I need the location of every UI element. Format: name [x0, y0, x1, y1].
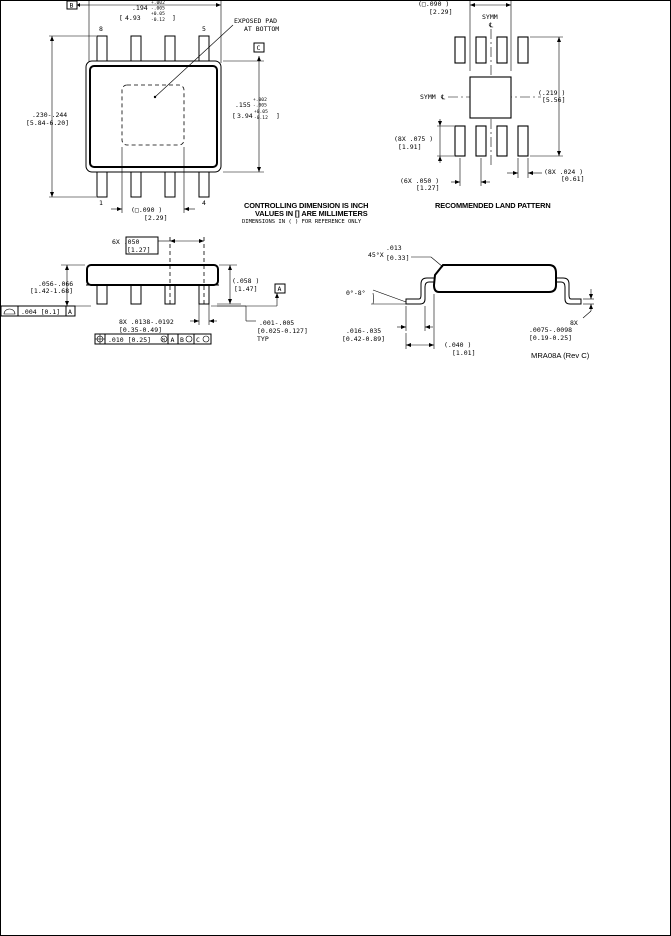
land-pattern — [394, 1, 584, 210]
end-view-body — [434, 265, 556, 292]
land-pad-4 — [518, 126, 528, 156]
pin-8-label: 8 — [99, 25, 103, 33]
position-datum-b: B — [180, 336, 184, 344]
svg-text:]: ] — [276, 112, 280, 120]
land-pad-width-mm: [0.61] — [561, 175, 585, 183]
lead-length-mm: [1.01] — [452, 349, 476, 357]
lead-2 — [131, 169, 141, 197]
body-width-tol-minus: -.005 — [253, 103, 267, 109]
symm-left-label: SYMM — [420, 93, 436, 101]
controlling-note-2: VALUES IN [] ARE MILLIMETERS — [255, 209, 368, 218]
package-drawing — [1, 1, 670, 935]
notes — [242, 201, 368, 225]
side-pitch-mm: [1.27] — [127, 246, 151, 254]
land-pitch-in: (6X .050 ) — [400, 177, 440, 185]
land-pad-length-mm: [1.91] — [398, 143, 422, 151]
svg-text:[: [ — [119, 14, 123, 22]
pin-1-label: 1 — [99, 199, 103, 207]
body-width-mm-plus: +0.05 — [254, 110, 268, 115]
land-pad-size-mm: [2.29] — [429, 8, 453, 16]
datum-a-label: A — [277, 285, 282, 293]
thickness-mm: [0.19-0.25] — [529, 334, 573, 342]
lead-7 — [131, 36, 141, 64]
land-pad-3 — [497, 126, 507, 156]
pad-size-in: (□.090 ) — [131, 206, 163, 214]
foot-angle: 0°-8° — [346, 289, 366, 297]
side-lead-2 — [131, 285, 141, 304]
exposed-pad-note-1: EXPOSED PAD — [234, 17, 278, 25]
body-length-mm-minus: -0.12 — [151, 18, 165, 23]
side-pitch-in: 6X .050 — [112, 238, 140, 246]
body-height-mm: [1.47] — [234, 285, 258, 293]
overall-height-in: .056-.066 — [38, 280, 74, 288]
chamfer-mm: [0.33] — [386, 254, 410, 262]
flatness-symbol-cell — [1, 306, 18, 316]
end-view-lead-left — [406, 278, 434, 304]
chamfer-in: .013 — [386, 244, 402, 252]
body-length-tol-plus: +.002 — [151, 1, 165, 6]
standoff-in: .001-.005 — [259, 319, 295, 327]
thickness-in: .0075-.0098 — [529, 326, 573, 334]
thickness-count: 8X — [570, 319, 578, 327]
land-thermal-pad — [470, 77, 511, 118]
land-pad-7 — [476, 37, 486, 63]
land-span-mm: [5.56] — [542, 96, 566, 104]
lead-3 — [165, 169, 175, 197]
foot-length-mm: [0.42-0.89] — [342, 335, 386, 343]
lead-5 — [199, 36, 209, 64]
svg-text:[: [ — [232, 112, 236, 120]
drawing-reference: MRA08A (Rev C) — [531, 351, 590, 360]
body-height-in: (.058 ) — [232, 277, 260, 285]
pin-5-label: 5 — [202, 25, 206, 33]
standoff-mm: [0.025-0.127] — [257, 327, 308, 335]
chamfer-prefix: 45°X — [368, 251, 384, 259]
position-datum-a: A — [170, 336, 175, 344]
controlling-note-3: DIMENSIONS IN ( ) FOR REFERENCE ONLY — [242, 219, 362, 225]
svg-text:℄: ℄ — [489, 21, 494, 29]
body-length-mm: 4.93 — [125, 14, 141, 22]
land-pad-1 — [455, 126, 465, 156]
end-view — [342, 244, 594, 360]
land-pad-2 — [476, 126, 486, 156]
body-width-mm: 3.94 — [237, 112, 253, 120]
body-width-in: .155 — [235, 101, 251, 109]
land-pad-size-in: (□.090 ) — [418, 1, 450, 8]
body-length-mm-plus: +0.05 — [151, 12, 165, 17]
package-body-outline — [86, 61, 221, 172]
land-pad-6 — [497, 37, 507, 63]
flatness-datum: A — [68, 308, 72, 316]
side-lead-1 — [97, 285, 107, 304]
land-pattern-title: RECOMMENDED LAND PATTERN — [435, 201, 551, 210]
lead-length-in: (.040 ) — [444, 341, 472, 349]
datum-c-label: C — [256, 44, 261, 52]
overall-width-in: .230-.244 — [32, 111, 68, 119]
body-width-tol-plus: +.002 — [253, 98, 267, 103]
lead-4 — [199, 169, 209, 197]
position-value: .010 [0.25] — [108, 336, 152, 344]
land-pad-5 — [518, 37, 528, 63]
end-view-lead-right — [556, 278, 581, 304]
overall-width-mm: [5.84-6.20] — [26, 119, 70, 127]
side-view — [1, 237, 308, 344]
body-width-mm-minus: -0.12 — [254, 116, 268, 121]
svg-text:℄: ℄ — [441, 93, 446, 101]
controlling-note-1: CONTROLLING DIMENSION IS INCH — [244, 201, 369, 210]
symm-top-label: SYMM — [482, 13, 498, 21]
position-datum-c: C — [196, 336, 200, 344]
pad-size-mm: [2.29] — [144, 214, 168, 222]
lead-1 — [97, 169, 107, 197]
flatness-value: .004 [0.1] — [21, 308, 61, 316]
body-length-in: .194 — [132, 4, 148, 12]
profile-icon — [4, 309, 15, 314]
land-pad-width-in: (8X .024 ) — [544, 168, 584, 176]
foot-length-in: .016-.035 — [346, 327, 382, 335]
lead-width-in: 8X .0138-.0192 — [119, 318, 174, 326]
standoff-typ: TYP — [257, 335, 269, 343]
datum-b-label: B — [69, 1, 74, 10]
top-view — [26, 1, 280, 222]
land-pad-8 — [455, 37, 465, 63]
exposed-pad-note-2: AT BOTTOM — [244, 25, 280, 33]
lead-8 — [97, 36, 107, 64]
lead-width-mm: [0.35-0.49] — [119, 326, 163, 334]
side-body — [87, 265, 218, 285]
pin-4-label: 4 — [202, 199, 206, 207]
overall-height-mm: [1.42-1.68] — [30, 287, 74, 295]
svg-text:M: M — [162, 338, 165, 344]
land-span-in: (.219 ) — [538, 89, 566, 97]
land-pitch-mm: [1.27] — [416, 184, 440, 192]
lead-6 — [165, 36, 175, 64]
body-length-tol-minus: -.005 — [151, 6, 165, 12]
svg-text:]: ] — [172, 14, 176, 22]
land-pad-length-in: (8X .075 ) — [394, 135, 434, 143]
